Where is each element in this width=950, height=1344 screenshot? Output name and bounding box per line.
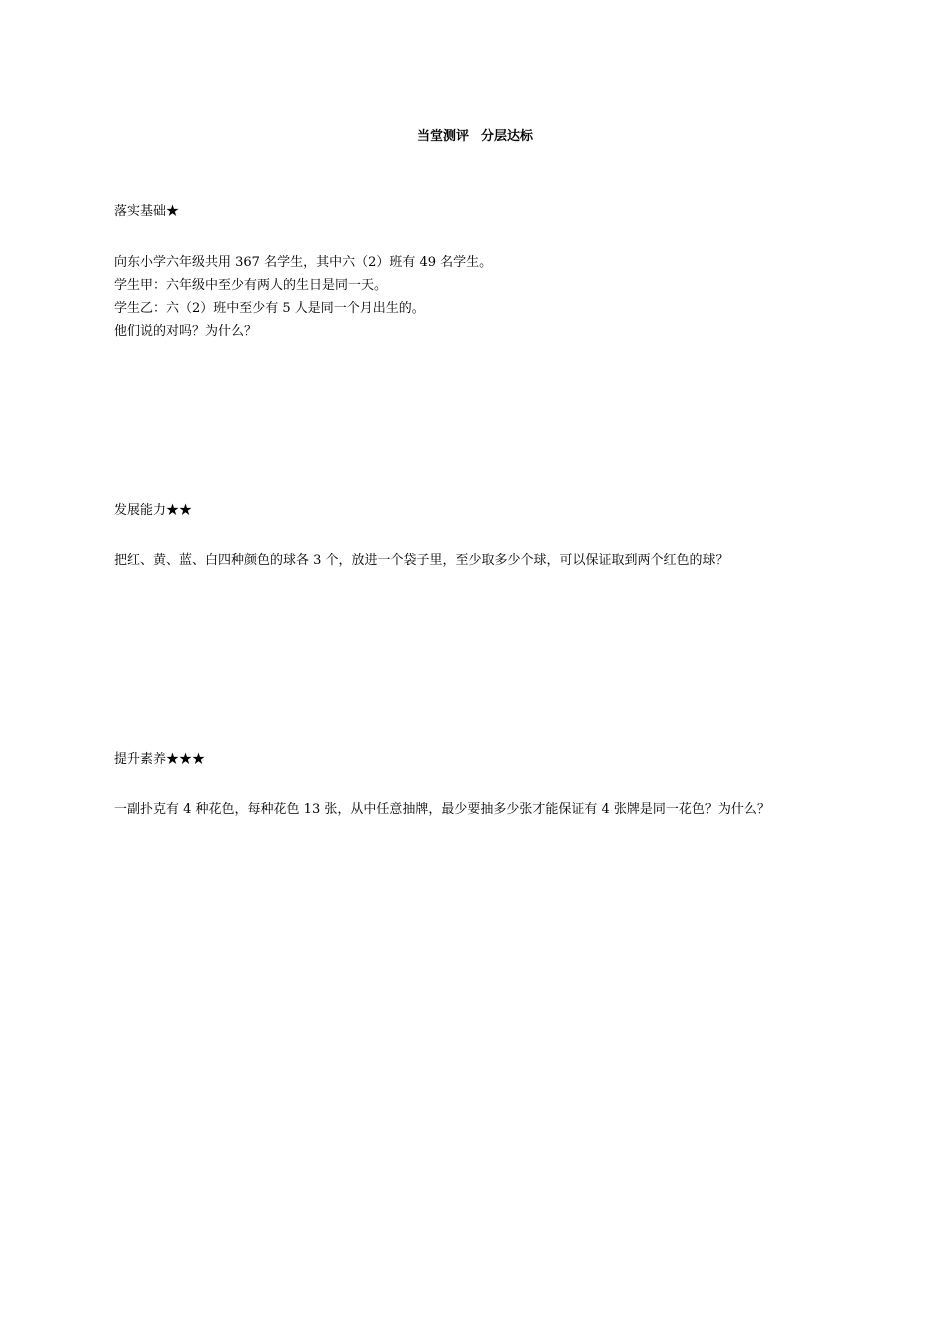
section-heading-ability (114, 502, 834, 520)
section-3-heading: 提升素养★★★ (114, 752, 206, 767)
title-part-2: 分层达标 (481, 129, 534, 144)
question-line: 学生甲：六年级中至少有两人的生日是同一天。 (114, 278, 388, 293)
page-title (0, 128, 950, 146)
question-line: 一副扑克有 4 种花色，每种花色 13 张，从中任意抽牌，最少要抽多少张才能保证有 4 张牌是同一花色？为什么？ (114, 802, 770, 817)
question-line: 把红、黄、蓝、白四种颜色的球各 3 个，放进一个袋子里，至少取多少个球，可以保证取到两个红色的球？ (114, 553, 729, 568)
section-heading-basic (114, 203, 834, 221)
section-1-heading: 落实基础★ (114, 204, 180, 219)
question-line: 向东小学六年级共用 367 名学生，其中六（2）班有 49 名学生。 (114, 255, 493, 270)
question-line: 学生乙：六（2）班中至少有 5 人是同一个月出生的。 (114, 301, 425, 316)
section-1-question (114, 254, 834, 341)
question-line: 他们说的对吗？为什么？ (114, 324, 258, 339)
title-part-1: 当堂测评 (416, 129, 469, 144)
section-2-question (114, 552, 834, 570)
section-heading-literacy (114, 751, 834, 769)
section-3-question (114, 801, 834, 819)
section-2-heading: 发展能力★★ (114, 503, 193, 518)
